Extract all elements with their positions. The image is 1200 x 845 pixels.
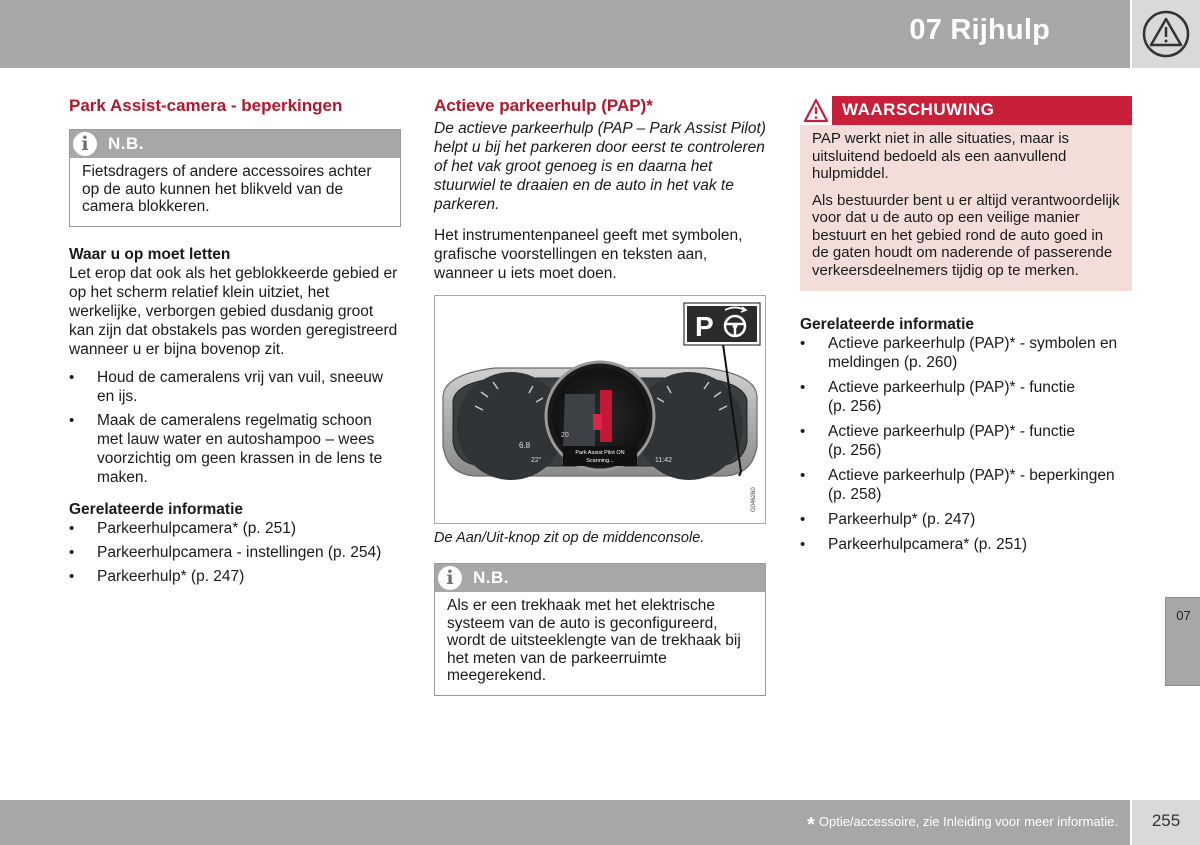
related-heading: Gerelateerde informatie [69,500,244,518]
subheading: Waar u op moet letten [69,245,231,263]
left-value-label: 6.8 [519,441,531,450]
note-label: N.B. [108,134,144,153]
note-box [434,563,766,696]
related-link[interactable]: • Parkeerhulpcamera* (p. 251) [69,519,401,538]
warning-triangle-icon [1141,9,1191,59]
park-assist-pilot-icon [684,303,760,345]
instrument-cluster-illustration [435,296,765,523]
footnote-text: Optie/accessoire, zie Inleiding voor meer informatie. [818,814,1118,829]
column-left [69,95,401,586]
note-label: N.B. [473,568,509,587]
note-header [70,130,400,158]
display-line-1: Park Assist Pilot ON [575,450,625,456]
figure-code: G046260 [751,487,757,512]
section-heading: Park Assist-camera - beperkingen [69,96,343,115]
body-paragraph: Let erop dat ook als het geblokkeerde gebied er op het scherm relatief klein uitziet, het werkelijke, verborgen gebied dusdanig groot kan zijn dat obstakels pas worden geregistreerd wanneer u er bijna bovenop zit. [69,264,398,358]
list-item: • Maak de cameralens regelmatig schoon met lauw water en autoshampoo – wees voorzichtig om geen krassen in de lens te maken. [69,411,401,487]
related-heading: Gerelateerde informatie [800,316,975,333]
page-number-box [1132,800,1200,845]
column-middle [434,95,766,696]
warning-box [800,96,1132,291]
related-link[interactable]: • Actieve parkeerhulp (PAP)* - functie (p. 256) [800,378,1132,416]
display-line-2: Scanning... [586,458,614,464]
info-icon: i [73,132,97,156]
related-link[interactable]: • Actieve parkeerhulp (PAP)* - symbolen en meldingen (p. 260) [800,334,1132,372]
related-link[interactable]: • Actieve parkeerhulp (PAP)* - functie (p. 256) [800,422,1132,460]
left-temp-label: 22° [531,457,542,464]
related-list [69,519,401,586]
warning-body [800,125,1132,291]
note-text: Fietsdragers of andere accessoires achter op de auto kunnen het blikveld van de camera blokkeren. [82,163,372,215]
page-number: 255 [1151,811,1181,830]
warning-paragraph: Als bestuurder bent u er altijd verantwoordelijk voor dat u de auto op een veilige manier bestuurt en het gebied rond de auto goed in de gaten houdt om naderende of passerende verkeersdeelnemers tijdig op te merken. [812,191,1120,279]
warning-paragraph: PAP werkt niet in alle situaties, maar is uitsluitend bedoeld als een aanvullend hulpmiddel. [812,130,1070,182]
chapter-title: 07 Rijhulp [909,14,1050,46]
gauge-number: 20 [561,432,569,439]
section-heading: Actieve parkeerhulp (PAP)* [434,96,653,115]
chapter-tab-label: 07 [1176,608,1191,623]
related-link[interactable]: • Actieve parkeerhulp (PAP)* - beperkingen (p. 258) [800,466,1132,504]
warning-label: WAARSCHUWING [842,100,995,119]
footer-note [807,814,1118,837]
note-header [435,564,765,592]
warning-header [800,96,1132,125]
related-link[interactable]: • Parkeerhulp* (p. 247) [69,567,401,586]
chapter-icon-box [1132,0,1200,68]
warning-triangle-icon [803,98,829,123]
body-paragraph: Het instrumentenpaneel geeft met symbolen, grafische voorstellingen en teksten aan, wanneer u iets moet doen. [434,227,743,282]
related-link[interactable]: • Parkeerhulp* (p. 247) [800,510,1132,529]
intro-paragraph: De actieve parkeerhulp (PAP – Park Assist Pilot) helpt u bij het parkeren door eerst te controleren of het vak groot genoeg is en daarna het stuurwiel te draaien en de auto in het vak te parkeren. [434,120,766,213]
note-box [69,129,401,227]
related-link[interactable]: • Parkeerhulpcamera* (p. 251) [800,535,1132,554]
footnote-star: * [807,814,815,836]
instrument-panel-figure [434,295,766,524]
related-list [800,334,1132,554]
warning-icon-box [800,96,832,125]
figure-caption: De Aan/Uit-knop zit op de middenconsole. [434,530,705,546]
page-header [0,0,1130,68]
info-icon: i [438,566,462,590]
list-item: • Houd de cameralens vrij van vuil, sneeuw en ijs. [69,368,401,406]
bullet-list [69,368,401,487]
related-link[interactable]: • Parkeerhulpcamera - instellingen (p. 254) [69,543,401,562]
column-right [800,96,1132,554]
time-label: 11:42 [655,457,672,464]
page-footer [0,800,1130,845]
svg-text:P: P [695,311,714,342]
chapter-tab [1165,597,1200,686]
note-text: Als er een trekhaak met het elektrische systeem van de auto is geconfigureerd, wordt de uitsteeklengte van de trekhaak bij het meten van de parkeerruimte meegerekend. [447,597,741,684]
